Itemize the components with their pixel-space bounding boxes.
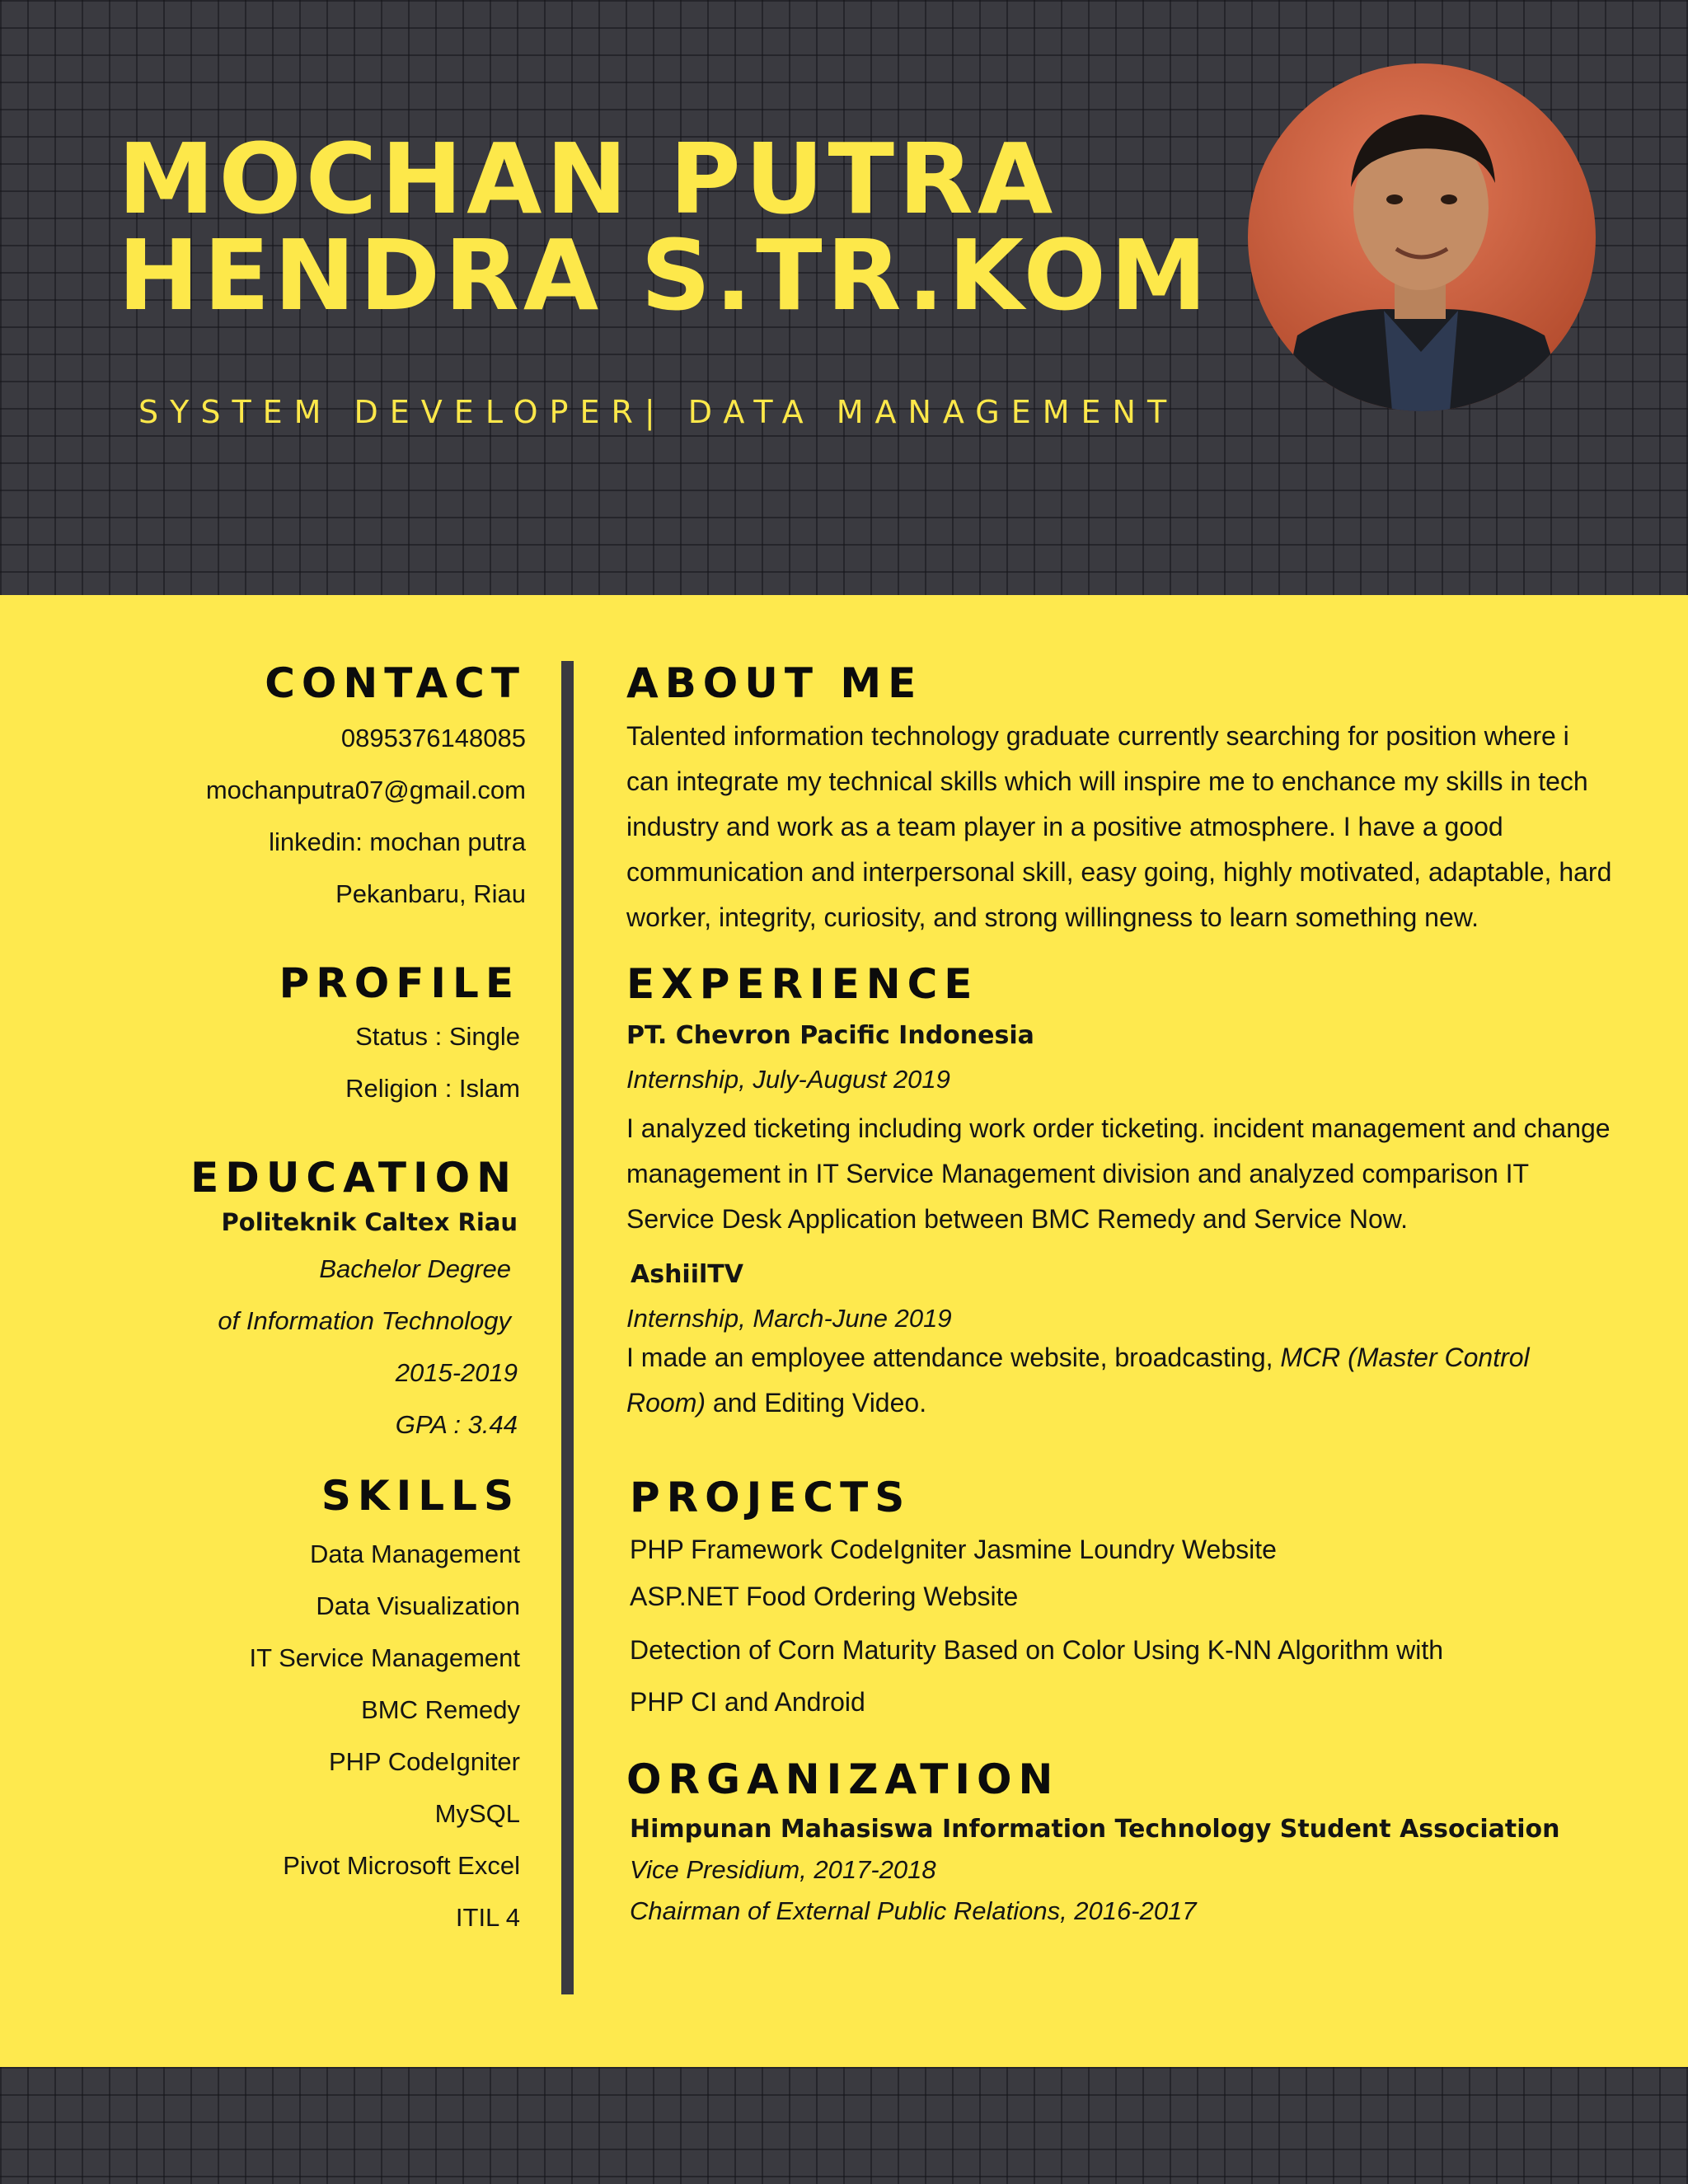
- skills-section: [249, 1472, 520, 1943]
- organization-role: Vice Presidium, 2017-2018: [630, 1855, 936, 1884]
- skill-item: MySQL: [434, 1799, 520, 1828]
- job-company: AshiilTV: [631, 1260, 743, 1289]
- skill-item: ITIL 4: [455, 1903, 520, 1932]
- contact-email: mochanputra07@gmail.com: [205, 776, 526, 804]
- profile-section: [279, 959, 520, 1114]
- skill-item: IT Service Management: [249, 1643, 520, 1672]
- job-description: I analyzed ticketing including work order ticketing. incident management and change management in IT Service Management division and analyzed comparison IT Service Desk Application between BMC Remedy and Service Now.: [626, 1113, 1611, 1234]
- footer-banner: [0, 2067, 1688, 2184]
- education-heading: EDUCATION: [190, 1154, 518, 1202]
- skills-heading: SKILLS: [321, 1472, 520, 1520]
- project-item: PHP Framework CodeIgniter Jasmine Loundry Website: [630, 1535, 1277, 1564]
- name-line-1: MOCHAN PUTRA: [118, 122, 1057, 236]
- projects-section: [630, 1474, 1443, 1718]
- skill-item: Pivot Microsoft Excel: [283, 1851, 520, 1880]
- education-years: 2015-2019: [395, 1358, 518, 1387]
- main-content: [0, 595, 1688, 2067]
- job-company: PT. Chevron Pacific Indonesia: [626, 1021, 1034, 1050]
- education-major: of Information Technology: [218, 1306, 511, 1335]
- header-banner: [0, 0, 1688, 595]
- education-degree: Bachelor Degree: [319, 1254, 511, 1283]
- contact-section: [206, 659, 526, 920]
- skill-item: Data Visualization: [316, 1591, 520, 1620]
- about-text: Talented information technology graduate currently searching for position where i can integrate my technical skills which will inspire me to enchance my skills in tech industry and work as a team player in a positive atmosphere. I have a good communication and interpersonal skill, easy going, highly motivated, adaptable, hard worker, integrity, curiosity, and strong willingness to learn something new.: [626, 721, 1612, 932]
- skill-item: PHP CodeIgniter: [328, 1747, 520, 1776]
- project-item: Detection of Corn Maturity Based on Color Using K-NN Algorithm with: [630, 1635, 1444, 1665]
- column-divider: [561, 661, 574, 1994]
- organization-heading: ORGANIZATION: [626, 1755, 1060, 1803]
- contact-heading: CONTACT: [265, 659, 526, 707]
- experience-section: [626, 960, 1615, 1426]
- skill-item: Data Management: [309, 1540, 520, 1568]
- about-heading: ABOUT ME: [626, 659, 923, 707]
- education-gpa: GPA : 3.44: [395, 1410, 518, 1439]
- education-school: Politeknik Caltex Riau: [221, 1208, 518, 1236]
- contact-location: Pekanbaru, Riau: [335, 879, 526, 908]
- profile-status: Status : Single: [355, 1022, 520, 1051]
- name-line-2: HENDRA S.TR.KOM: [118, 218, 1212, 332]
- project-item: PHP CI and Android: [630, 1687, 865, 1717]
- job-period: Internship, March-June 2019: [626, 1304, 952, 1333]
- contact-linkedin: linkedin: mochan putra: [269, 827, 526, 856]
- about-section: [626, 659, 1615, 940]
- job-period: Internship, July-August 2019: [626, 1065, 950, 1094]
- profile-photo: [1248, 63, 1596, 411]
- education-section: [190, 1154, 518, 1451]
- profile-heading: PROFILE: [279, 959, 520, 1007]
- profile-religion: Religion : Islam: [345, 1074, 520, 1103]
- organization-role: Chairman of External Public Relations, 2016-2017: [630, 1896, 1197, 1925]
- job-description: I made an employee attendance website, broadcasting, MCR (Master Control Room) and Editing Video.: [626, 1343, 1530, 1418]
- skill-item: BMC Remedy: [361, 1695, 520, 1724]
- job-title: SYSTEM DEVELOPER| DATA MANAGEMENT: [138, 394, 1179, 430]
- experience-heading: EXPERIENCE: [626, 960, 979, 1008]
- contact-phone: 0895376148085: [340, 724, 526, 752]
- organization-section: [626, 1755, 1560, 1926]
- project-item: ASP.NET Food Ordering Website: [630, 1582, 1019, 1611]
- projects-heading: PROJECTS: [630, 1474, 912, 1521]
- organization-name: Himpunan Mahasiswa Information Technology Student Association: [630, 1815, 1560, 1844]
